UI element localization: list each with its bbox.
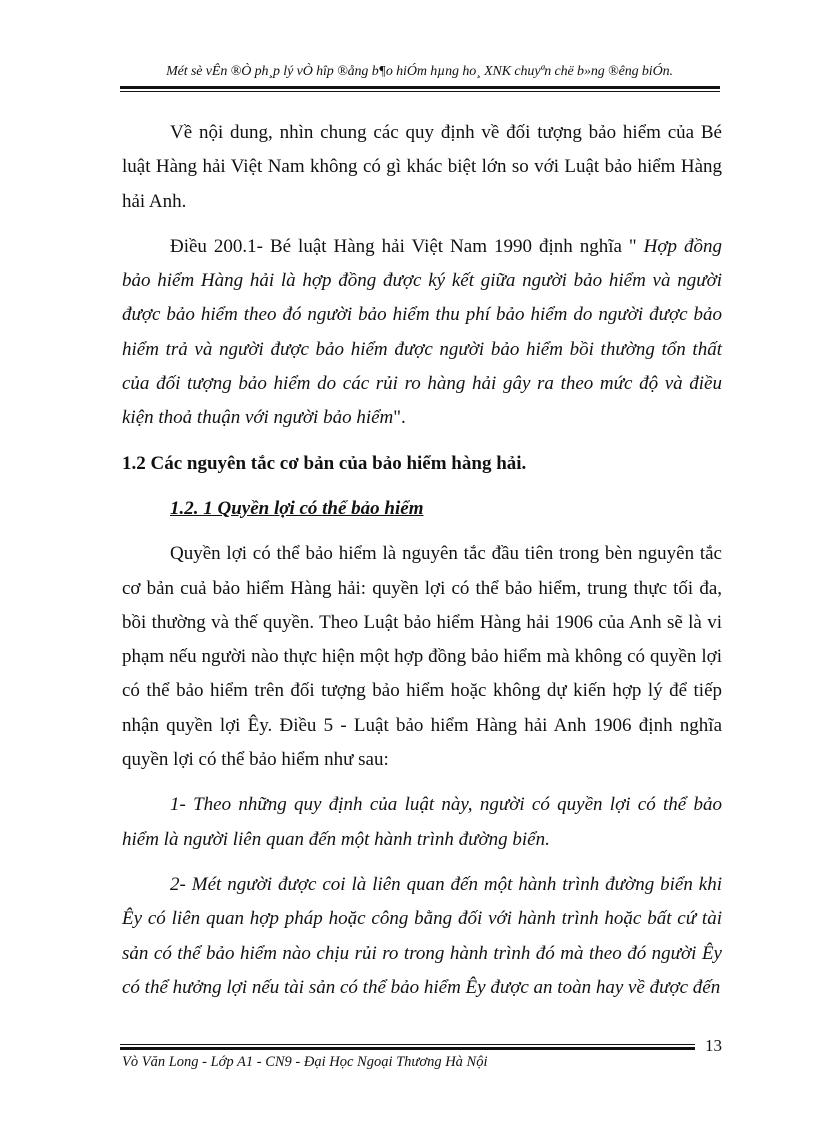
section-heading: 1.2 Các nguyên tắc cơ bản của bảo hiểm hàng hải. <box>122 452 527 474</box>
paragraph-subject-matter: Về nội dung, nhìn chung các quy định về đối tượng bảo hiểm của Bé luật Hàng hải Việt Nam không có gì khác biệt lớn so với Luật bảo hiểm Hàng hải Anh. <box>122 122 722 212</box>
quote-clause-1: 1- Theo những quy định của luật này, người có quyền lợi có thể bảo hiểm là người liên quan đến một hành trình đường biển. <box>122 794 722 850</box>
running-header: Mét sè vÊn ®Ò ph¸p lý vÒ hîp ®ång b¶o hiÓm hµng ho¸ XNK chuyªn chë b»ng ®êng biÓn. <box>166 64 673 79</box>
page-number: 13 <box>705 1036 722 1055</box>
page-body <box>122 116 722 1016</box>
article-200-definition: Hợp đồng bảo hiểm Hàng hải là hợp đồng được ký kết giữa người bảo hiểm và người được bảo hiểm theo đó người bảo hiểm thu phí bảo hiểm do người được bảo hiểm trả và người được bảo hiểm được người bảo hiểm bồi thường tổn thất của đối tượng bảo hiểm do các rủi ro hàng hải gây ra theo mức độ và điều kiện thoả thuận với người bảo hiểm <box>122 235 722 429</box>
paragraph-insurable-interest: Quyền lợi có thể bảo hiểm là nguyên tắc đầu tiên trong bèn nguyên tắc cơ bản cuả bảo hiểm Hàng hải: quyền lợi có thể bảo hiểm, trung thực tối đa, bồi thường và thế quyền. Theo Luật bảo hiểm Hàng hải 1906 của Anh sẽ là vi phạm nếu người nào thực hiện một hợp đồng bảo hiểm mà không có quyền lợi có thể bảo hiểm trên đối tượng bảo hiểm hoặc không dự kiến hợp lý để tiếp nhận quyền lợi Êy. Điều 5 - Luật bảo hiểm Hàng hải Anh 1906 định nghĩa quyền lợi có thể bảo hiểm như sau: <box>122 543 722 771</box>
quote-clause-2: 2- Mét người được coi là liên quan đến một hành trình đường biển khi Êy có liên quan hợp pháp hoặc công bằng đối với hành trình hoặc bất cứ tài sản có thể bảo hiểm nào chịu rủi ro trong hành trình đó mà theo đó người Êy có thể hưởng lợi nếu tài sản có thể bảo hiểm Êy được an toàn hay về được đến <box>122 873 722 998</box>
subsection-heading: 1.2. 1 Quyền lợi có thể bảo hiểm <box>170 497 424 519</box>
article-200-tail: ". <box>393 407 406 429</box>
footer-rule-thin <box>120 1044 695 1045</box>
footer-rule-thick <box>120 1047 695 1050</box>
header-rule-thick <box>120 86 720 89</box>
article-200-lead: Điều 200.1- Bé luật Hàng hải Việt Nam 1990 định nghĩa " <box>170 235 644 257</box>
header-rule-thin <box>120 91 720 92</box>
running-footer: Vò Văn Long - Lớp A1 - CN9 - Đại Học Ngoại Thương Hà Nội <box>122 1054 488 1070</box>
paragraph-article-200 <box>122 230 722 436</box>
